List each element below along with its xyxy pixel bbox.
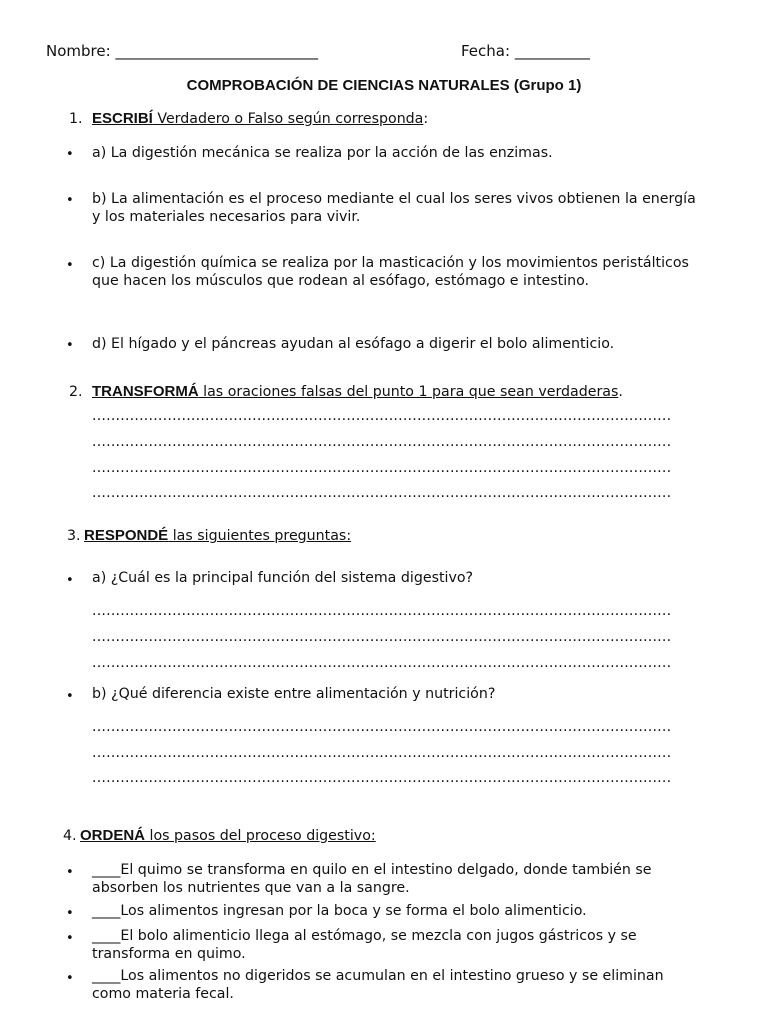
answer-line[interactable]: ...........................................................................................................................	[92, 770, 672, 786]
bullet: •	[66, 573, 74, 588]
q4-step-text: Los alimentos ingresan por la boca y se forma el bolo alimenticio.	[120, 903, 587, 919]
order-blank[interactable]: ____	[92, 903, 121, 919]
answer-line[interactable]: ...........................................................................................................................	[92, 603, 672, 619]
page-title: COMPROBACIÓN DE CIENCIAS NATURALES (Grupo 1)	[186, 77, 582, 94]
bullet: •	[66, 906, 74, 921]
q1-instruction: Verdadero o Falso según corresponda	[152, 111, 424, 127]
q2-number: 2.	[69, 384, 83, 400]
date-field	[461, 42, 590, 60]
date-blank[interactable]: __________	[514, 42, 590, 60]
order-blank[interactable]: ____	[92, 928, 121, 944]
q2-instruction: las oraciones falsas del punto 1 para que sean verdaderas	[198, 384, 619, 400]
bullet: •	[66, 865, 74, 880]
q4-step-text: El quimo se transforma en quilo en el intestino delgado, donde también se absorben los nutrientes que van a la sangre.	[92, 862, 652, 896]
q3-question-a: a) ¿Cuál es la principal función del sistema digestivo?	[92, 570, 474, 586]
answer-line[interactable]: ...........................................................................................................................	[92, 460, 672, 476]
q1-item-b: b) La alimentación es el proceso mediante el cual los seres vivos obtienen la energía y los materiales necesarios para vivir.	[92, 191, 696, 225]
answer-line[interactable]: ...........................................................................................................................	[92, 655, 672, 671]
name-label: Nombre:	[46, 42, 111, 60]
order-blank[interactable]: ____	[92, 968, 121, 984]
q4-heading	[63, 827, 376, 844]
q4-step-4	[92, 968, 702, 1003]
bullet: •	[66, 147, 74, 162]
bullet: •	[66, 258, 74, 273]
q1-trail: :	[423, 111, 429, 127]
date-label: Fecha:	[461, 42, 511, 60]
name-field	[46, 42, 318, 60]
answer-line[interactable]: ...........................................................................................................................	[92, 485, 672, 501]
q4-step-1	[92, 862, 702, 897]
answer-line[interactable]: ...........................................................................................................................	[92, 745, 672, 761]
q3-question-b: b) ¿Qué diferencia existe entre alimentación y nutrición?	[92, 686, 496, 702]
q2-keyword: TRANSFORMÁ	[92, 383, 199, 400]
answer-line[interactable]: ...........................................................................................................................	[92, 629, 672, 645]
q1-heading	[69, 110, 428, 127]
q2-trail: .	[618, 384, 623, 400]
q3-keyword: RESPONDÉ	[84, 527, 169, 544]
bullet: •	[66, 931, 74, 946]
name-blank[interactable]: ___________________________	[115, 42, 318, 60]
bullet: •	[66, 193, 74, 208]
q4-step-text: Los alimentos no digeridos se acumulan en el intestino grueso y se eliminan como materia fecal.	[92, 968, 664, 1002]
q1-keyword: ESCRIBÍ	[92, 110, 153, 127]
q3-instruction: las siguientes preguntas:	[168, 528, 352, 544]
q4-number: 4.	[63, 828, 77, 844]
answer-line[interactable]: ...........................................................................................................................	[92, 719, 672, 735]
q3-heading	[67, 527, 351, 544]
q4-step-3	[92, 928, 702, 963]
q1-item-a: a) La digestión mecánica se realiza por la acción de las enzimas.	[92, 145, 553, 161]
q4-step-text: El bolo alimenticio llega al estómago, se mezcla con jugos gástricos y se transforma en quimo.	[92, 928, 637, 962]
q2-heading	[69, 383, 623, 400]
answer-line[interactable]: ...........................................................................................................................	[92, 408, 672, 424]
q4-instruction: los pasos del proceso digestivo:	[145, 828, 376, 844]
q1-item-c: c) La digestión química se realiza por la masticación y los movimientos peristálticos que hacen los músculos que rodean al esófago, estómago e intestino.	[92, 255, 689, 289]
q4-keyword: ORDENÁ	[80, 827, 146, 844]
answer-line[interactable]: ...........................................................................................................................	[92, 434, 672, 450]
order-blank[interactable]: ____	[92, 862, 121, 878]
bullet: •	[66, 971, 74, 986]
q4-step-2	[92, 903, 702, 921]
bullet: •	[66, 689, 74, 704]
q1-number: 1.	[69, 111, 83, 127]
q3-number: 3.	[67, 528, 81, 544]
bullet: •	[66, 338, 74, 353]
q1-item-d: d) El hígado y el páncreas ayudan al esófago a digerir el bolo alimenticio.	[92, 336, 615, 352]
